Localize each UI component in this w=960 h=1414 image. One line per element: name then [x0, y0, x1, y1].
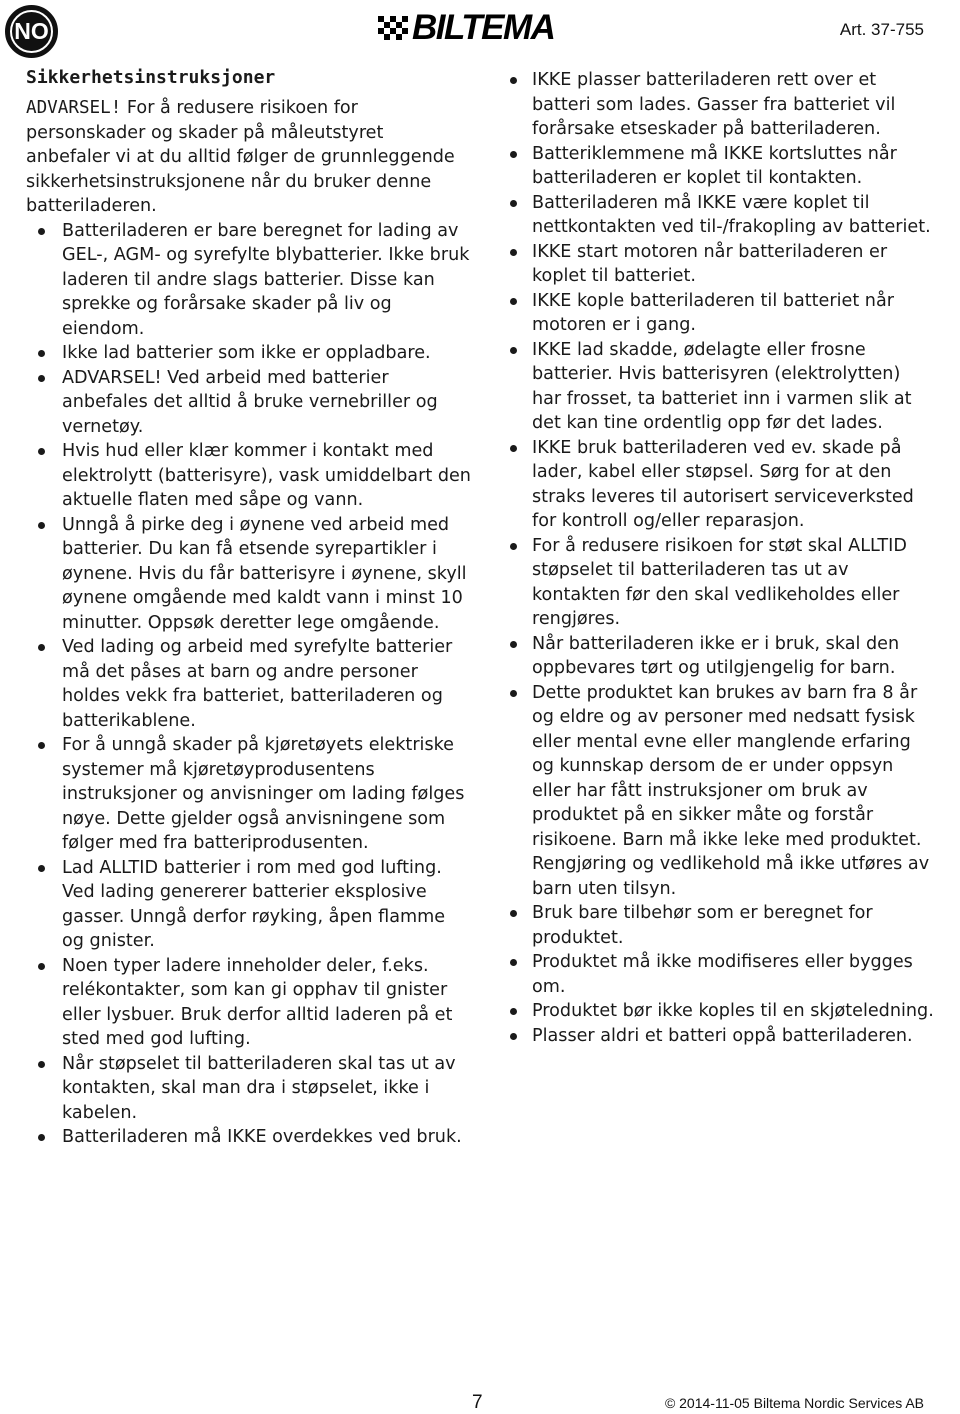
list-item: IKKE kople batteriladeren til batteriet når motoren er i gang. [510, 289, 935, 338]
article-number: Art. 37-755 [839, 20, 924, 39]
list-item: IKKE start motoren når batteriladeren er koplet til batteriet. [510, 240, 935, 289]
list-item: Batteriladeren må IKKE være koplet til nettkontakten ved til-/frakopling av batteriet. [510, 191, 935, 240]
language-badge [5, 5, 58, 58]
list-item: Ikke lad batterier som ikke er oppladbare. [26, 341, 471, 366]
list-item: ADVARSEL! Ved arbeid med batterier anbefales det alltid å bruke vernebriller og vernetøy. [26, 366, 471, 440]
safety-list-right [510, 68, 935, 1048]
intro-text: For å redusere risikoen for personskader og skader på måleutstyret anbefaler vi at du alltid følger de grunnleggende sikkerhetsinstruksjonene når du bruker denne batteriladeren. [26, 98, 455, 216]
page-header [0, 0, 960, 62]
list-item: Unngå å pirke deg i øynene ved arbeid med batterier. Du kan få etsende syrepartikler i øynene. Hvis du får batterisyre i øynene, skyll øynene omgående med kaldt vann i minst 10 minutter. Oppsøk deretter lege omgående. [26, 513, 471, 636]
list-item: Bruk bare tilbehør som er beregnet for produktet. [510, 901, 935, 950]
list-item: Hvis hud eller klær kommer i kontakt med elektrolytt (batterisyre), vask umiddelbart den aktuelle flaten med såpe og vann. [26, 439, 471, 513]
list-item: Når støpselet til batteriladeren skal tas ut av kontakten, skal man dra i støpselet, ikke i kabelen. [26, 1052, 471, 1126]
list-item: Produktet må ikke modifiseres eller bygges om. [510, 950, 935, 999]
list-item: Når batteriladeren ikke er i bruk, skal den oppbevares tørt og utilgjengelig for barn. [510, 632, 935, 681]
list-item: IKKE lad skadde, ødelagte eller frosne batterier. Hvis batterisyren (elektrolytten) har frosset, ta batteriet inn i varmen slik at det kan tine ordentlig opp før det lades. [510, 338, 935, 436]
list-item: Dette produktet kan brukes av barn fra 8 år og eldre og av personer med nedsatt fysisk eller mental evne eller manglende erfaring og kunnskap dersom de er under oppsyn eller har fått instruksjoner om bruk av produktet på en sikker måte og forstår risikoene. Barn må ikke leke med produktet. Rengjøring og vedlikehold må ikke utføres av barn uten tilsyn. [510, 681, 935, 902]
list-item: Produktet bør ikke koples til en skjøteledning. [510, 999, 935, 1024]
list-item: IKKE bruk batteriladeren ved ev. skade på lader, kabel eller støpsel. Sørg for at den straks leveres til autorisert serviceverksted for kontroll og/eller reparasjon. [510, 436, 935, 534]
list-item: Batteriklemmene må IKKE kortsluttes når batteriladeren er koplet til kontakten. [510, 142, 935, 191]
list-item: Plasser aldri et batteri oppå batteriladeren. [510, 1024, 935, 1049]
list-item: For å redusere risikoen for støt skal ALLTID støpselet til batteriladeren tas ut av kontakten før den skal vedlikeholdes eller rengjøres. [510, 534, 935, 632]
section-title: Sikkerhetsinstruksjoner [26, 67, 276, 88]
list-item: IKKE plasser batteriladeren rett over et batteri som lades. Gasser fra batteriet vil forårsake etseskader på batteriladeren. [510, 68, 935, 142]
checkered-flag-icon [378, 16, 408, 42]
intro-warning: ADVARSEL! [26, 98, 122, 118]
right-column [510, 68, 935, 1048]
list-item: Ved lading og arbeid med syrefylte batterier må det påses at barn og andre personer holdes vekk fra batteriet, batteriladeren og batterikablene. [26, 635, 471, 733]
list-item: Batteriladeren er bare beregnet for lading av GEL-, AGM- og syrefylte blybatterier. Ikke bruk laderen til andre slags batterier. Disse kan sprekke og forårsake skader på liv og eiendom. [26, 219, 471, 342]
intro-paragraph [26, 96, 471, 219]
brand-name: BILTEMA [412, 8, 555, 47]
safety-list-left [26, 219, 471, 1150]
list-item: Batteriladeren må IKKE overdekkes ved bruk. [26, 1125, 471, 1150]
page-number: 7 [472, 1392, 483, 1413]
language-code: NO [14, 18, 49, 44]
copyright-text: © 2014-11-05 Biltema Nordic Services AB [664, 1395, 924, 1411]
left-column [26, 64, 471, 1150]
list-item: For å unngå skader på kjøretøyets elektriske systemer må kjøretøyprodusentens instruksjoner og anvisninger om lading følges nøye. Dette gjelder også anvisningene som følger med fra batteriprodusenten. [26, 733, 471, 856]
list-item: Lad ALLTID batterier i rom med god lufting. Ved lading genererer batterier eksplosive gasser. Unngå derfor røyking, åpen flamme og gnister. [26, 856, 471, 954]
list-item: Noen typer ladere inneholder deler, f.eks. relékontakter, som kan gi opphav til gnister eller lysbuer. Bruk derfor alltid laderen på et sted med god lufting. [26, 954, 471, 1052]
brand-logo [378, 8, 582, 47]
